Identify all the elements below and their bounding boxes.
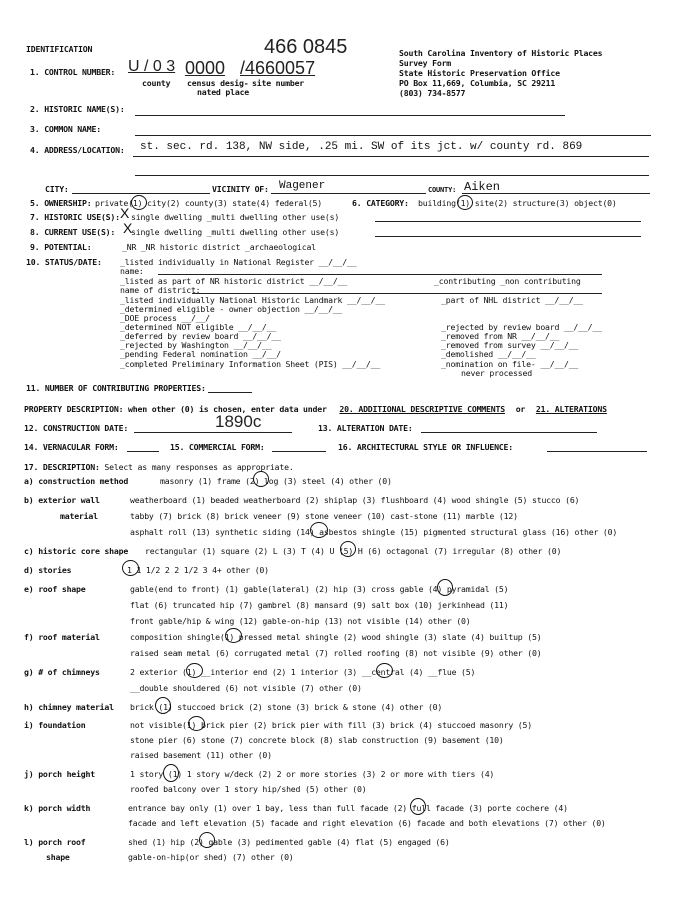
status-name-line[interactable] — [158, 274, 602, 275]
chimneys-label: g) # of chimneys — [24, 667, 100, 677]
commercial-form-field[interactable] — [272, 451, 326, 452]
potential-label: 9. POTENTIAL: — [30, 242, 92, 252]
city-field[interactable] — [72, 193, 210, 194]
commercial-form-label: 15. COMMERCIAL FORM: — [170, 442, 265, 452]
porch-width-options[interactable]: entrance bay only (1) over 1 bay, less than full facade (2) full facade (3) porte cochere (4) — [128, 803, 568, 813]
address-line-2[interactable] — [135, 175, 649, 176]
additional-comments-link[interactable]: 20. ADDITIONAL DESCRIPTIVE COMMENTS — [339, 404, 505, 414]
status-item[interactable]: _determined NOT eligible __/__/__ — [120, 322, 277, 332]
core-shape-label: c) historic core shape — [24, 546, 129, 556]
potential-options[interactable]: _NR _NR historic district _archaeological — [122, 242, 316, 252]
address-line-1 — [133, 156, 649, 157]
place-caption: census desig- — [187, 78, 249, 88]
exterior-wall-label: b) exterior wall — [24, 495, 100, 505]
handwritten-site-number: 466 0845 — [264, 36, 348, 58]
porch-roof-label: l) porch roof — [24, 837, 86, 847]
status-item-right[interactable]: _demolished __/__/__ — [441, 349, 536, 359]
alterations-link[interactable]: 21. ALTERATIONS — [535, 404, 607, 414]
common-name-field[interactable] — [135, 135, 651, 136]
roof-material-label: f) roof material — [24, 632, 100, 642]
synthetic-siding-selection-circle — [310, 522, 328, 538]
county-label: COUNTY: — [428, 186, 457, 194]
roof-shape-options[interactable]: front gable/hip & wing (12) gable-on-hip (13) not visible (14) other (0) — [130, 616, 471, 626]
status-item[interactable]: _listed as part of NR historic district __/__/__ — [120, 276, 348, 286]
construction-date-label: 12. CONSTRUCTION DATE: — [24, 423, 129, 433]
category-label: 6. CATEGORY: — [352, 198, 409, 208]
status-item-right[interactable]: _removed from survey __/__/__ — [441, 340, 579, 350]
control-number-label: 1. CONTROL NUMBER: — [30, 67, 116, 77]
porch-roof-label-2: shape — [46, 852, 70, 862]
status-item-right[interactable]: _rejected by review board __/__/__ — [441, 322, 602, 332]
historic-use-check-mark: X — [120, 205, 130, 221]
exterior-wall-options[interactable]: asphalt roll (13) synthetic siding (14) asbestos shingle (15) pigmented structural glass (16) other (0) — [130, 527, 618, 537]
description-heading — [24, 462, 294, 472]
one-story-selection-circle — [122, 560, 139, 576]
alteration-date-label: 13. ALTERATION DATE: — [318, 423, 413, 433]
category-options[interactable]: building(1) site(2) structure(3) object(0) — [418, 198, 617, 208]
property-description-note — [24, 404, 607, 414]
chimneys-options[interactable]: 2 exterior (1) __interior end (2) 1 interior (3) __central (4) __flue (5) — [130, 667, 476, 677]
current-other-use-field[interactable] — [375, 236, 641, 237]
vernacular-form-field[interactable] — [127, 451, 159, 452]
interior-chimney-selection-circle — [376, 663, 393, 678]
exterior-wall-options[interactable]: tabby (7) brick (8) brick veneer (9) stone veneer (10) cast-stone (11) marble (12) — [130, 511, 518, 521]
status-item[interactable]: _pending Federal nomination __/__/ — [120, 349, 281, 359]
hip-porch-roof-selection-circle — [199, 832, 215, 848]
section-identification: IDENTIFICATION — [26, 44, 93, 54]
historic-name-field[interactable] — [135, 115, 565, 116]
historic-name-label: 2. HISTORIC NAME(S): — [30, 104, 125, 114]
construction-method-label: a) construction method — [24, 476, 129, 486]
exterior-wall-label-2: material — [60, 511, 98, 521]
exterior-wall-options[interactable]: weatherboard (1) beaded weatherboard (2) shiplap (3) flushboard (4) wood shingle (5) stucco (6) — [130, 495, 580, 505]
vicinity-label: VICINITY OF: — [212, 184, 269, 194]
porch-width-label: k) porch width — [24, 803, 91, 813]
foundation-options[interactable]: raised basement (11) other (0) — [130, 750, 272, 760]
porch-height-label: j) porch height — [24, 769, 95, 779]
agency-line: South Carolina Inventory of Historic Places — [399, 48, 603, 58]
vicinity-value[interactable]: Wagener — [279, 180, 326, 192]
porch-height-options[interactable]: 1 story (1) 1 story w/deck (2) 2 or more stories (3) 2 or more with tiers (4) — [130, 769, 495, 779]
cross-gable-selection-circle — [437, 579, 453, 596]
agency-line: Survey Form — [399, 58, 452, 68]
one-story-porch-selection-circle — [163, 764, 179, 782]
construction-method-options[interactable]: masonry (1) frame (2) log (3) steel (4) other (0) — [160, 476, 392, 486]
control-place-value[interactable]: 0000 — [185, 58, 226, 78]
foundation-options[interactable]: stone pier (6) stone (7) concrete block (8) slab construction (9) basement (10) — [130, 735, 504, 745]
common-name-label: 3. COMMON NAME: — [30, 124, 101, 134]
vicinity-line — [271, 193, 426, 194]
status-item-right: never processed — [461, 368, 532, 378]
brick-chimney-selection-circle — [155, 697, 171, 714]
stories-label: d) stories — [24, 565, 72, 575]
chimney-material-label: h) chimney material — [24, 702, 114, 712]
status-item[interactable]: _listed individually in National Register __/__/__ — [120, 257, 357, 267]
status-item: name of district: — [120, 285, 201, 295]
county-caption: county — [142, 78, 171, 88]
ownership-options[interactable]: private(1) city(2) county(3) state(4) federal(5) — [95, 198, 323, 208]
address-label: 4. ADDRESS/LOCATION: — [30, 145, 125, 155]
category-selection-circle — [457, 195, 473, 210]
roof-shape-options[interactable]: gable(end to front) (1) gable(lateral) (2) hip (3) cross gable (4) pyramidal (5) — [130, 584, 509, 594]
porch-roof-options[interactable]: shed (1) hip (2) gable (3) pedimented gable (4) flat (5) engaged (6) — [128, 837, 450, 847]
architectural-style-label: 16. ARCHITECTURAL STYLE OR INFLUENCE: — [338, 442, 513, 452]
chimneys-options[interactable]: __double shouldered (6) not visible (7) other (0) — [130, 683, 362, 693]
historic-use-label: 7. HISTORIC USE(S): — [30, 212, 120, 222]
frame-selection-circle — [253, 471, 269, 487]
status-item-right[interactable]: _nomination on file- __/__/__ — [441, 359, 579, 369]
control-site-value[interactable]: /4660057 — [240, 58, 316, 78]
not-visible-foundation-selection-circle — [188, 716, 205, 731]
status-item-right[interactable]: _contributing _non contributing — [434, 276, 581, 286]
status-item[interactable]: _completed Preliminary Information Sheet (PIS) __/__/__ — [120, 359, 381, 369]
ownership-label: 5. OWNERSHIP: — [30, 198, 92, 208]
stories-options[interactable]: 1 1 1/2 2 2 1/2 3 4+ other (0) — [127, 565, 269, 575]
agency-line: PO Box 11,669, Columbia, SC 29211 — [399, 78, 556, 88]
vernacular-form-label: 14. VERNACULAR FORM: — [24, 442, 119, 452]
property-description-text: PROPERTY DESCRIPTION: when other (0) is chosen, enter data under — [24, 404, 327, 414]
contributing-properties-field[interactable] — [208, 392, 252, 393]
porch-height-options[interactable]: roofed balcony over 1 story hip/shed (5) other (0) — [130, 784, 367, 794]
description-subtitle: Select as many responses as appropriate. — [104, 462, 294, 472]
foundation-options[interactable]: not visible(1) brick pier (2) brick pier with fill (3) brick (4) stuccoed masonry (5) — [130, 720, 532, 730]
city-label: CITY: — [45, 184, 69, 194]
porch-roof-options[interactable]: gable-on-hip(or shed) (7) other (0) — [128, 852, 294, 862]
construction-date-value[interactable]: 1890c — [215, 412, 262, 431]
chimney-material-options[interactable]: brick (1) stuccoed brick (2) stone (3) brick & stone (4) other (0) — [130, 702, 443, 712]
construction-date-line — [134, 432, 292, 433]
historic-other-use-field[interactable] — [375, 221, 641, 222]
or-text: or — [515, 404, 526, 414]
porch-width-options[interactable]: facade and left elevation (5) facade and right elevation (6) facade and both elevations (7) other (0) — [128, 818, 606, 828]
historic-use-options[interactable]: single dwelling _multi dwelling other use(s) — [131, 212, 340, 222]
status-item[interactable]: _DOE process __/__/ — [120, 313, 210, 323]
status-item-right[interactable]: _removed from NR __/__/__ — [441, 331, 560, 341]
ownership-selection-circle — [131, 195, 147, 210]
control-county-value[interactable]: U / 0 3 — [128, 58, 176, 75]
address-value[interactable]: st. sec. rd. 138, NW side, .25 mi. SW of its jct. w/ county rd. 869 — [140, 141, 583, 153]
t-shape-selection-circle — [340, 541, 356, 557]
roof-shape-label: e) roof shape — [24, 584, 86, 594]
contributing-properties-label: 11. NUMBER OF CONTRIBUTING PROPERTIES: — [26, 383, 206, 393]
status-item[interactable]: _listed individually National Historic Landmark __/__/__ — [120, 295, 385, 305]
agency-line: (803) 734-8577 — [399, 88, 466, 98]
status-item: name: — [120, 266, 144, 276]
current-use-check-mark: X — [123, 220, 133, 236]
status-item-right[interactable]: _part of NHL district __/__/__ — [441, 295, 583, 305]
status-item[interactable]: _rejected by Washington __/__/__ — [120, 340, 272, 350]
description-title: 17. DESCRIPTION: — [24, 462, 100, 472]
status-item[interactable]: _determined eligible - owner objection __/__/__ — [120, 304, 343, 314]
site-caption: site number — [252, 78, 305, 88]
current-use-options[interactable]: single dwelling _multi dwelling other use(s) — [131, 227, 340, 237]
alteration-date-field[interactable] — [421, 432, 597, 433]
status-item[interactable]: _deferred by review board __/__/__ — [120, 331, 281, 341]
architectural-style-field[interactable] — [547, 451, 647, 452]
place-caption-2: nated place — [197, 87, 250, 97]
status-district-line[interactable] — [192, 293, 602, 294]
roof-material-options[interactable]: raised seam metal (6) corrugated metal (7) rolled roofing (8) not visible (9) other (0) — [130, 648, 542, 658]
roof-shape-options[interactable]: flat (6) truncated hip (7) gambrel (8) mansard (9) salt box (10) jerkinhead (11) — [130, 600, 509, 610]
status-label: 10. STATUS/DATE: — [26, 257, 102, 267]
agency-line: State Historic Preservation Office — [399, 68, 560, 78]
county-line — [462, 193, 650, 194]
composition-shingle-selection-circle — [225, 628, 242, 643]
county-value[interactable]: Aiken — [464, 180, 501, 194]
current-use-label: 8. CURRENT USE(S): — [30, 227, 116, 237]
exterior-chimney-selection-circle — [186, 663, 203, 678]
roof-material-options[interactable]: composition shingle(1) pressed metal shingle (2) wood shingle (3) slate (4) builtup (5) — [130, 632, 542, 642]
foundation-label: i) foundation — [24, 720, 86, 730]
porch-width-selection-circle — [410, 798, 426, 815]
core-shape-options[interactable]: rectangular (1) square (2) L (3) T (4) U (5) H (6) octagonal (7) irregular (8) other (0) — [145, 546, 562, 556]
